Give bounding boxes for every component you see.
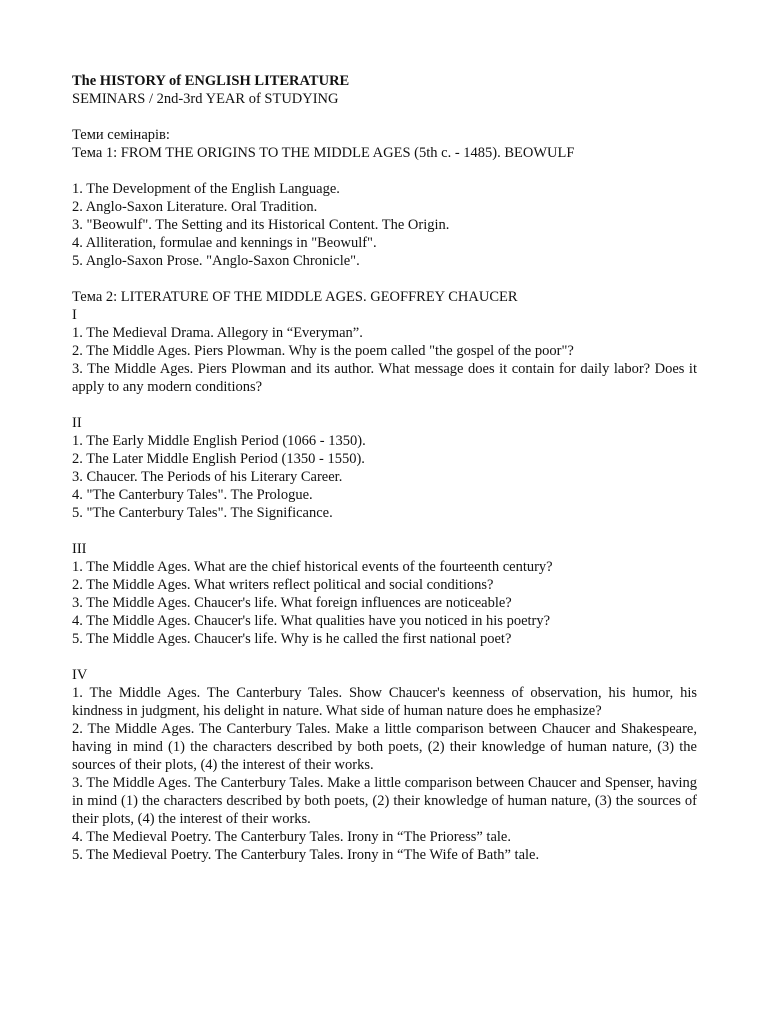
part3-label: III [72,541,87,557]
list-item: 4. Alliteration, formulae and kennings in "Beowulf". [72,235,377,251]
document-subtitle: SEMINARS / 2nd-3rd YEAR of STUDYING [72,91,339,107]
list-item: 3. Chaucer. The Periods of his Literary Career. [72,469,343,485]
list-item: 1. The Development of the English Language. [72,181,340,197]
list-item: 1. The Medieval Drama. Allegory in “Everyman”. [72,325,363,341]
part4-list [72,684,697,864]
part2-list [72,432,697,522]
list-item: 3. The Middle Ages. Piers Plowman and its author. What message does it contain for daily labor? Does it apply to any modern conditions? [72,361,697,395]
document-title: The HISTORY of ENGLISH LITERATURE [72,73,350,89]
part4-label: IV [72,667,88,683]
list-item: 4. "The Canterbury Tales". The Prologue. [72,487,313,503]
list-item: 2. The Middle Ages. Piers Plowman. Why is the poem called "the gospel of the poor"? [72,343,574,359]
list-item: 4. The Medieval Poetry. The Canterbury Tales. Irony in “The Prioress” tale. [72,829,511,845]
topic2-heading: Тема 2: LITERATURE OF THE MIDDLE AGES. GEOFFREY CHAUCER [72,289,518,305]
list-item: 5. The Medieval Poetry. The Canterbury Tales. Irony in “The Wife of Bath” tale. [72,847,540,863]
list-item: 2. The Middle Ages. What writers reflect political and social conditions? [72,577,494,593]
list-item: 2. Anglo-Saxon Literature. Oral Tradition. [72,199,318,215]
part2-label: II [72,415,82,431]
list-item: 3. The Middle Ages. Chaucer's life. What foreign influences are noticeable? [72,595,512,611]
list-item: 2. The Middle Ages. The Canterbury Tales. Make a little comparison between Chaucer and Shakespeare, having in mind (1) the characters described by both poets, (2) their knowledge of human nature, (3) the sources of their plots, (4) the interest of their works. [72,721,697,773]
topic1-heading: Тема 1: FROM THE ORIGINS TO THE MIDDLE AGES (5th c. - 1485). BEOWULF [72,145,575,161]
document-page [72,72,697,864]
list-item: 4. The Middle Ages. Chaucer's life. What qualities have you noticed in his poetry? [72,613,551,629]
spacer [72,162,697,180]
list-item: 1. The Early Middle English Period (1066 - 1350). [72,433,366,449]
list-item: 1. The Middle Ages. What are the chief historical events of the fourteenth century? [72,559,553,575]
part1-list [72,324,697,396]
part3-list [72,558,697,648]
topics-heading: Теми семінарів: [72,127,170,143]
list-item: 3. "Beowulf". The Setting and its Historical Content. The Origin. [72,217,450,233]
list-item: 1. The Middle Ages. The Canterbury Tales. Show Chaucer's keenness of observation, his humor, his kindness in judgment, his delight in nature. What side of human nature does he emphasize? [72,685,697,719]
spacer [72,396,697,414]
spacer [72,270,697,288]
list-item: 5. "The Canterbury Tales". The Significance. [72,505,333,521]
topic1-list [72,180,697,270]
spacer [72,522,697,540]
list-item: 5. Anglo-Saxon Prose. "Anglo-Saxon Chronicle". [72,253,360,269]
spacer [72,108,697,126]
list-item: 5. The Middle Ages. Chaucer's life. Why is he called the first national poet? [72,631,512,647]
list-item: 3. The Middle Ages. The Canterbury Tales. Make a little comparison between Chaucer and Spenser, having in mind (1) the characters described by both poets, (2) their knowledge of human nature, (3) the sources of their plots, (4) the interest of their works. [72,775,697,827]
part1-label: I [72,307,77,323]
spacer [72,648,697,666]
list-item: 2. The Later Middle English Period (1350 - 1550). [72,451,365,467]
